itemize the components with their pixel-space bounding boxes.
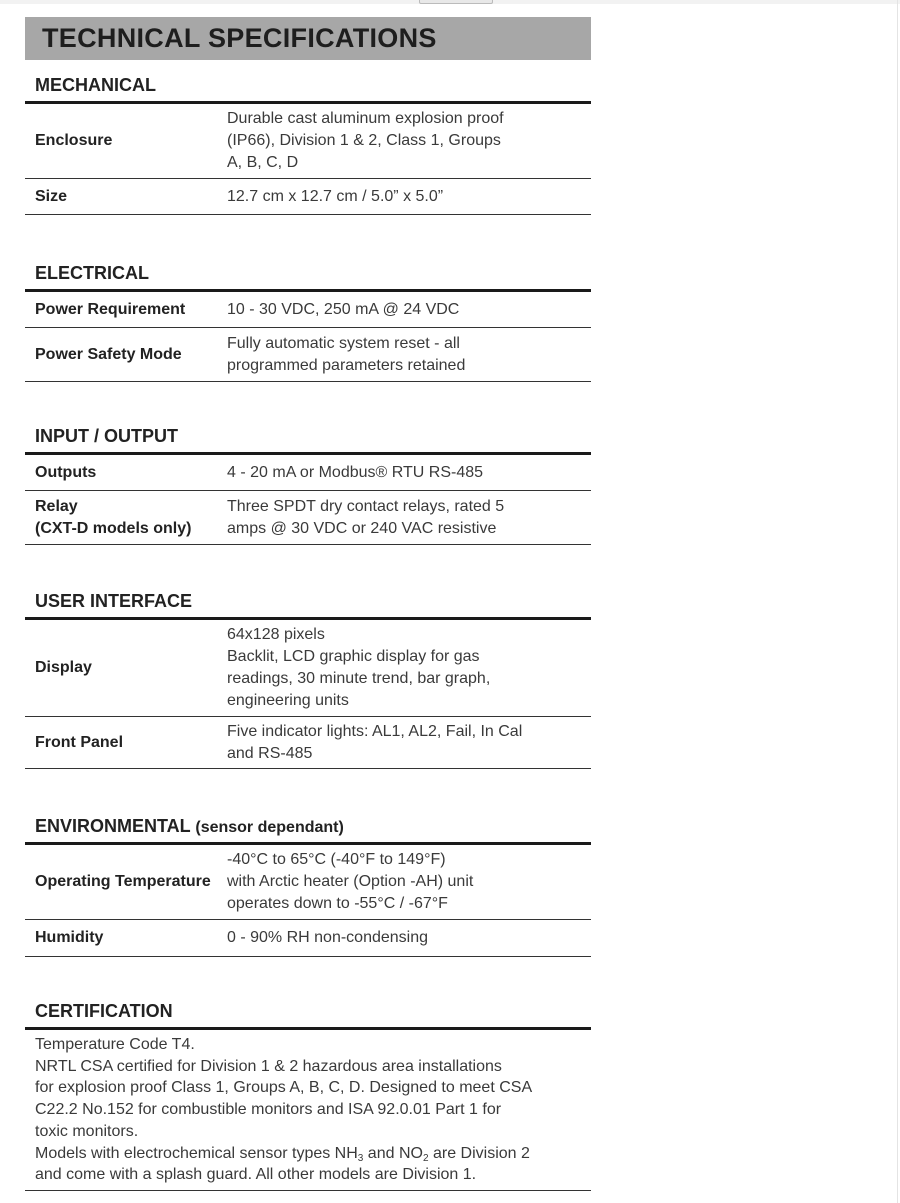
cert-line: toxic monitors. <box>35 1122 139 1140</box>
spec-row-operating-temperature <box>25 845 591 920</box>
spec-value: -40°C to 65°C (-40°F to 149°F) with Arctic heater (Option -AH) unit operates down to -55°C / -67°F <box>227 851 474 912</box>
section-heading-main: ENVIRONMENTAL <box>35 816 191 836</box>
spec-label: Relay (CXT-D models only) <box>35 497 192 537</box>
spec-row-humidity <box>25 920 591 957</box>
spec-label: Front Panel <box>35 733 124 751</box>
spec-row-power-requirement <box>25 292 591 328</box>
certification-text <box>25 1030 591 1191</box>
spec-label: Size <box>35 187 68 205</box>
cert-line <box>35 1143 581 1165</box>
spec-row-outputs <box>25 455 591 491</box>
spec-label: Enclosure <box>35 132 113 149</box>
cert-line: NRTL CSA certified for Division 1 & 2 hazardous area installations <box>35 1057 502 1075</box>
section-heading: MECHANICAL <box>35 75 156 95</box>
section-environmental <box>25 814 591 957</box>
spec-label: Outputs <box>35 463 97 481</box>
spec-row-power-safety-mode <box>25 328 591 382</box>
spec-label: Power Safety Mode <box>35 345 182 363</box>
spec-label: Operating Temperature <box>35 873 211 890</box>
scroll-handle[interactable] <box>419 0 493 4</box>
page-edge <box>897 0 898 1203</box>
spec-value: Durable cast aluminum explosion proof (IP66), Division 1 & 2, Class 1, Groups A, B, C, D <box>227 110 504 171</box>
spec-row-front-panel <box>25 717 591 769</box>
cert-text: are Division 2 <box>428 1144 530 1162</box>
spec-value: 4 - 20 mA or Modbus® RTU RS-485 <box>227 463 484 481</box>
section-user-interface <box>25 589 591 769</box>
spec-row-display <box>25 620 591 717</box>
spec-value: 10 - 30 VDC, 250 mA @ 24 VDC <box>227 300 460 318</box>
page-title: TECHNICAL SPECIFICATIONS <box>42 23 437 53</box>
spec-value: 12.7 cm x 12.7 cm / 5.0” x 5.0” <box>227 187 444 205</box>
cert-line: for explosion proof Class 1, Groups A, B, C, D. Designed to meet CSA <box>35 1079 533 1097</box>
spec-value: 64x128 pixels Backlit, LCD graphic display for gas readings, 30 minute trend, bar graph, engineering units <box>227 626 491 709</box>
cert-line: and come with a splash guard. All other models are Division 1. <box>35 1166 477 1184</box>
subscript: 2 <box>422 1152 429 1164</box>
section-certification <box>25 999 591 1191</box>
spec-value: 0 - 90% RH non-condensing <box>227 929 429 946</box>
spec-row-size <box>25 179 591 215</box>
spec-value: Fully automatic system reset - all programmed parameters retained <box>227 334 466 374</box>
subscript: 3 <box>357 1152 364 1164</box>
title-banner <box>25 17 591 60</box>
spec-value: Three SPDT dry contact relays, rated 5 amps @ 30 VDC or 240 VAC resistive <box>227 497 505 537</box>
section-input-output <box>25 424 591 545</box>
cert-line: C22.2 No.152 for combustible monitors and ISA 92.0.01 Part 1 for <box>35 1101 502 1119</box>
section-heading: USER INTERFACE <box>35 591 193 611</box>
section-electrical <box>25 261 591 382</box>
section-heading <box>25 814 591 838</box>
spec-row-enclosure <box>25 104 591 179</box>
spec-value: Five indicator lights: AL1, AL2, Fail, In Cal and RS-485 <box>227 722 523 762</box>
spec-label: Humidity <box>35 929 104 946</box>
cert-text: and NO <box>363 1144 423 1162</box>
cert-text: Models with electrochemical sensor types NH <box>35 1144 358 1162</box>
section-heading: INPUT / OUTPUT <box>35 426 178 446</box>
cert-line: Temperature Code T4. <box>35 1036 195 1053</box>
spec-label: Power Requirement <box>35 300 186 318</box>
section-heading-note: (sensor dependant) <box>195 819 344 836</box>
spec-label: Display <box>35 659 92 676</box>
section-mechanical <box>25 73 591 215</box>
section-heading: ELECTRICAL <box>35 263 149 283</box>
spec-row-relay <box>25 491 591 545</box>
section-heading: CERTIFICATION <box>35 1001 173 1021</box>
